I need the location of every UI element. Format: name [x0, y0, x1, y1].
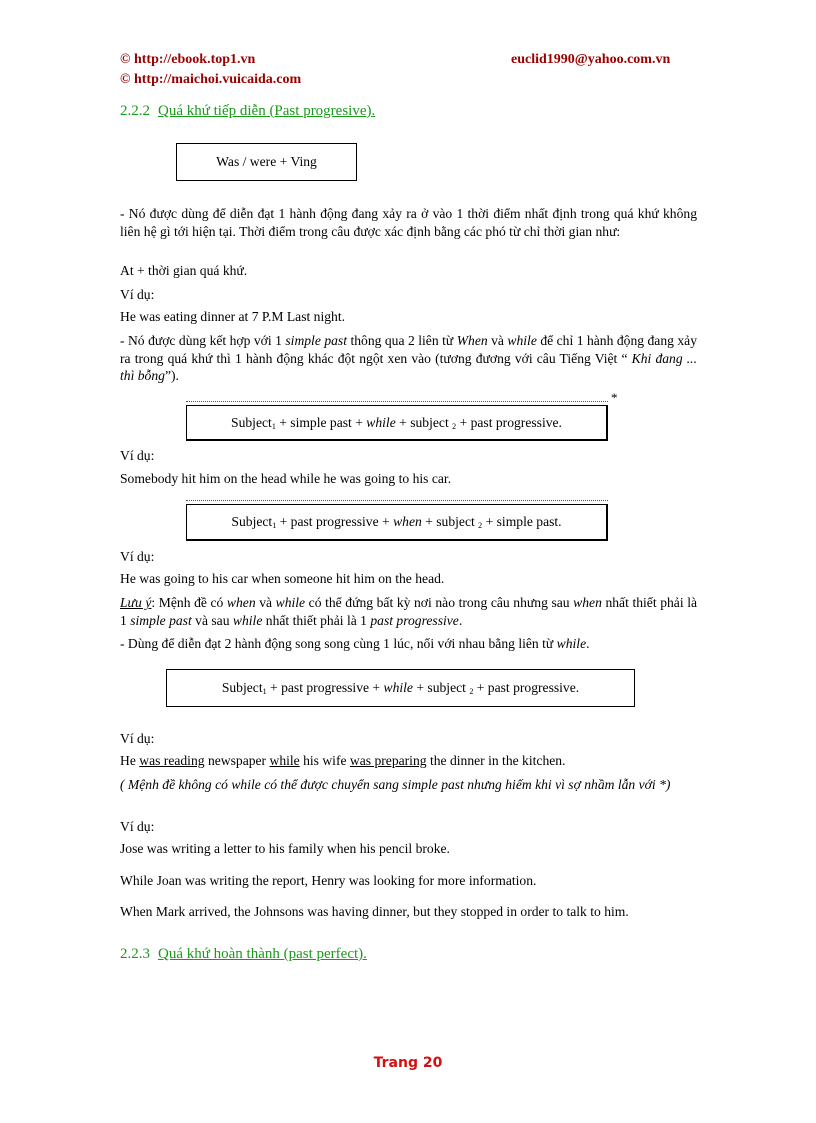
text: và: [487, 333, 508, 348]
term: while: [366, 414, 396, 430]
text: + past progressive +: [276, 514, 394, 529]
term: when: [573, 595, 602, 610]
formula-box-2: [186, 405, 608, 441]
example-sentence-5: Jose was writing a letter to his family when his pencil broke.: [120, 841, 450, 856]
note-paragraph: [120, 594, 697, 629]
text: newspaper: [204, 753, 270, 768]
text: + simple past +: [275, 414, 367, 430]
section-heading-223: [120, 946, 367, 963]
example-sentence-1: He was eating dinner at 7 P.M Last night.: [120, 309, 346, 324]
formula-box-1: [176, 143, 357, 181]
subscript: 2: [452, 421, 457, 431]
text: thông qua 2 liên từ: [347, 333, 457, 348]
text: .: [458, 612, 463, 628]
example-label: Ví dụ:: [120, 731, 155, 746]
paragraph-usage-1: - Nó được dùng để diễn đạt 1 hành động đang xảy ra ở vào 1 thời điểm nhất định trong quá khứ không liên hệ gì tới hiện tại. Thời điểm trong câu được xác định bằng các phó từ chỉ thời gian như:: [120, 206, 697, 239]
dotted-rule: [186, 500, 608, 501]
example-label: Ví dụ:: [120, 287, 155, 302]
section-heading-222: [120, 103, 375, 120]
header-email[interactable]: euclid1990@yahoo.com.vn: [511, 52, 671, 67]
text: + subject: [395, 414, 453, 430]
term: when: [226, 595, 256, 610]
text: + past progressive +: [266, 680, 384, 695]
text: .: [586, 636, 590, 651]
text: ”).: [164, 368, 179, 383]
example-sentence-3: He was going to his car when someone hit him on the head.: [120, 571, 445, 586]
section-number: 2.2.2: [120, 103, 150, 119]
text: Subject: [231, 514, 273, 529]
text: + subject: [421, 514, 479, 529]
term: past progressive: [370, 612, 459, 628]
subscript: 1: [272, 521, 277, 530]
term: while: [383, 680, 413, 695]
text: nhất thiết phải là 1: [262, 612, 371, 628]
term: When: [456, 333, 488, 348]
section-title: Quá khứ hoàn thành (past perfect).: [158, 946, 367, 962]
text: the dinner in the kitchen.: [426, 753, 566, 768]
formula-box-3: [186, 504, 608, 541]
example-label: Ví dụ:: [120, 549, 155, 564]
formula-text: Was / were + Ving: [216, 154, 317, 169]
text: + past progressive.: [456, 414, 562, 430]
term: while: [507, 333, 537, 348]
formula-box-4: [166, 669, 635, 707]
example-sentence-2: Somebody hit him on the head while he was going to his car.: [120, 471, 452, 486]
text: có thể đứng bất kỳ nơi nào trong câu nhưng sau: [305, 595, 574, 610]
italic-note: ( Mệnh đề không có while có thể được chuyển sang simple past nhưng hiếm khi vì sợ nhầm lẫn với *): [120, 777, 671, 792]
example-sentence-6: While Joan was writing the report, Henry was looking for more information.: [120, 873, 537, 888]
example-sentence-7: When Mark arrived, the Johnsons was having dinner, but they stopped in order to talk to him.: [120, 904, 629, 919]
example-sentence-4: [120, 752, 697, 770]
text: + simple past.: [482, 514, 562, 529]
underlined-verb: was reading: [139, 753, 205, 768]
term: while: [232, 612, 263, 628]
header-link-ebook[interactable]: © http://ebook.top1.vn: [120, 52, 256, 67]
paragraph-usage-2: [120, 332, 697, 385]
example-label: Ví dụ:: [120, 448, 155, 463]
paragraph-usage-3: [120, 635, 697, 653]
term: when: [393, 514, 422, 529]
underlined-verb: was preparing: [349, 753, 427, 768]
text: : Mệnh đề có: [151, 595, 227, 610]
text: - Dùng để diễn đạt 2 hành động song song cùng 1 lúc, nối với nhau bằng liên từ: [120, 636, 557, 651]
text: và: [255, 595, 276, 610]
header-link-maichoi[interactable]: © http://maichoi.vuicaida.com: [120, 72, 302, 87]
underlined-conjunction: while: [269, 753, 300, 768]
section-number: 2.2.3: [120, 946, 150, 962]
asterisk-mark: *: [611, 390, 618, 405]
text: + past progressive.: [473, 680, 580, 695]
text: + subject: [412, 680, 470, 695]
text: his wife: [299, 753, 350, 768]
dotted-rule: [186, 401, 608, 402]
term: simple past: [130, 612, 192, 628]
note-label: Lưu ý: [120, 595, 152, 610]
subscript: 1: [262, 687, 267, 696]
term: while: [275, 595, 306, 610]
text: - Nó được dùng kết hợp với 1: [120, 333, 286, 348]
at-line: At + thời gian quá khứ.: [120, 263, 248, 278]
term: Khi đang ... thì bỗng: [120, 350, 697, 383]
subscript: 2: [469, 687, 474, 696]
formula-text: [231, 415, 562, 431]
text: He: [120, 753, 140, 768]
example-label: Ví dụ:: [120, 819, 155, 834]
text: Subject: [231, 414, 272, 430]
section-title: Quá khứ tiếp diễn (Past progresive).: [158, 103, 376, 119]
text: và sau: [191, 612, 233, 628]
text: nhất thiết phải là 1: [120, 595, 698, 628]
term: simple past: [285, 333, 347, 348]
text: Subject: [221, 680, 263, 695]
page-number: Trang 20: [373, 1055, 443, 1071]
formula-text: [231, 514, 561, 530]
formula-text: [222, 680, 579, 696]
text: để chỉ 1 hành động đang xảy ra trong quá khứ thì 1 hành động khác đột ngột xen vào (tương đương với câu Tiếng Việt “: [120, 333, 698, 366]
subscript: 1: [271, 421, 276, 431]
term: while: [556, 636, 587, 651]
subscript: 2: [478, 521, 483, 530]
